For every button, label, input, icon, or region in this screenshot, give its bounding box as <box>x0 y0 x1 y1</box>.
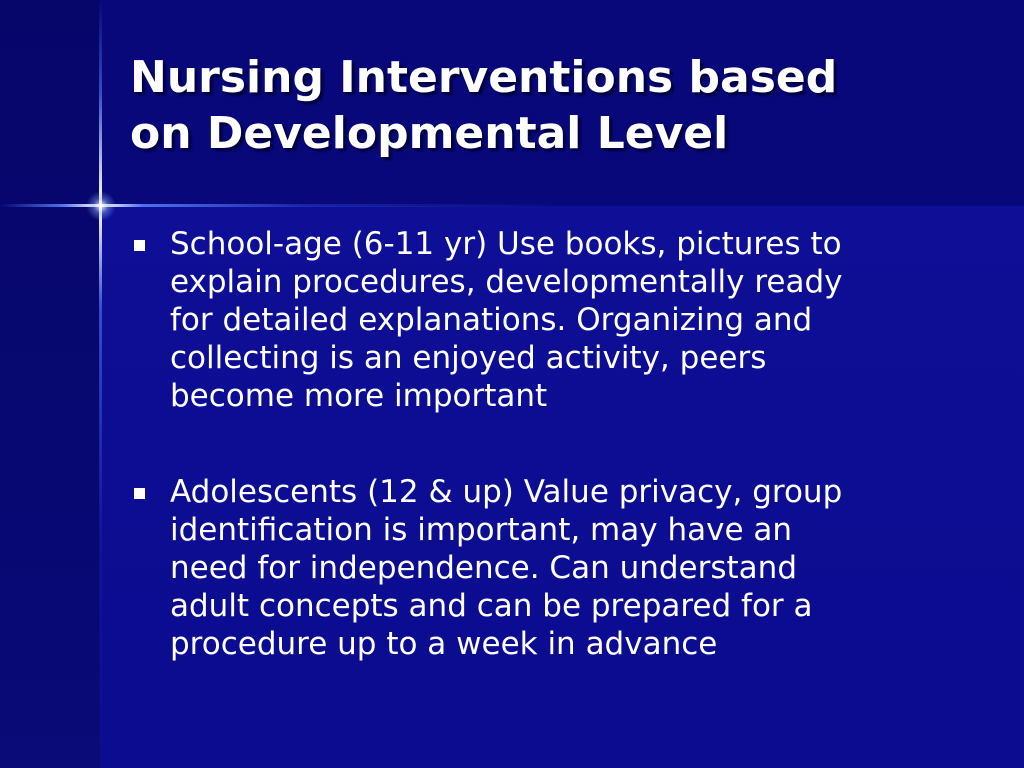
bullet-item-school-age <box>130 225 1000 415</box>
slide-title-line: on Developmental Level <box>130 108 729 159</box>
bullet-list <box>130 225 1000 721</box>
slide-title <box>130 50 1010 162</box>
bullet-item-adolescents <box>130 473 1000 663</box>
bullet-text <box>170 225 1000 415</box>
bullet-line: identification is important, may have an <box>170 512 793 548</box>
bullet-line: adult concepts and can be prepared for a <box>170 588 813 624</box>
bullet-text <box>170 473 1000 663</box>
decorative-horizontal-line <box>0 204 1024 207</box>
bullet-line: need for independence. Can understand <box>170 550 797 586</box>
bullet-line: procedure up to a week in advance <box>170 626 718 662</box>
bullet-line: become more important <box>170 378 548 414</box>
decorative-vertical-line <box>99 0 102 768</box>
bullet-line: Adolescents (12 & up) Value privacy, group <box>170 474 843 510</box>
decorative-star-glow <box>86 191 116 221</box>
square-bullet-icon <box>134 240 145 251</box>
bullet-line: explain procedures, developmentally ready <box>170 264 843 300</box>
slide-title-line: Nursing Interventions based <box>130 52 838 103</box>
square-bullet-icon <box>134 488 145 499</box>
bullet-line: collecting is an enjoyed activity, peers <box>170 340 767 376</box>
bullet-line: School-age (6-11 yr) Use books, pictures to <box>170 226 842 262</box>
left-panel-background <box>0 0 100 768</box>
bullet-line: for detailed explanations. Organizing and <box>170 302 813 338</box>
